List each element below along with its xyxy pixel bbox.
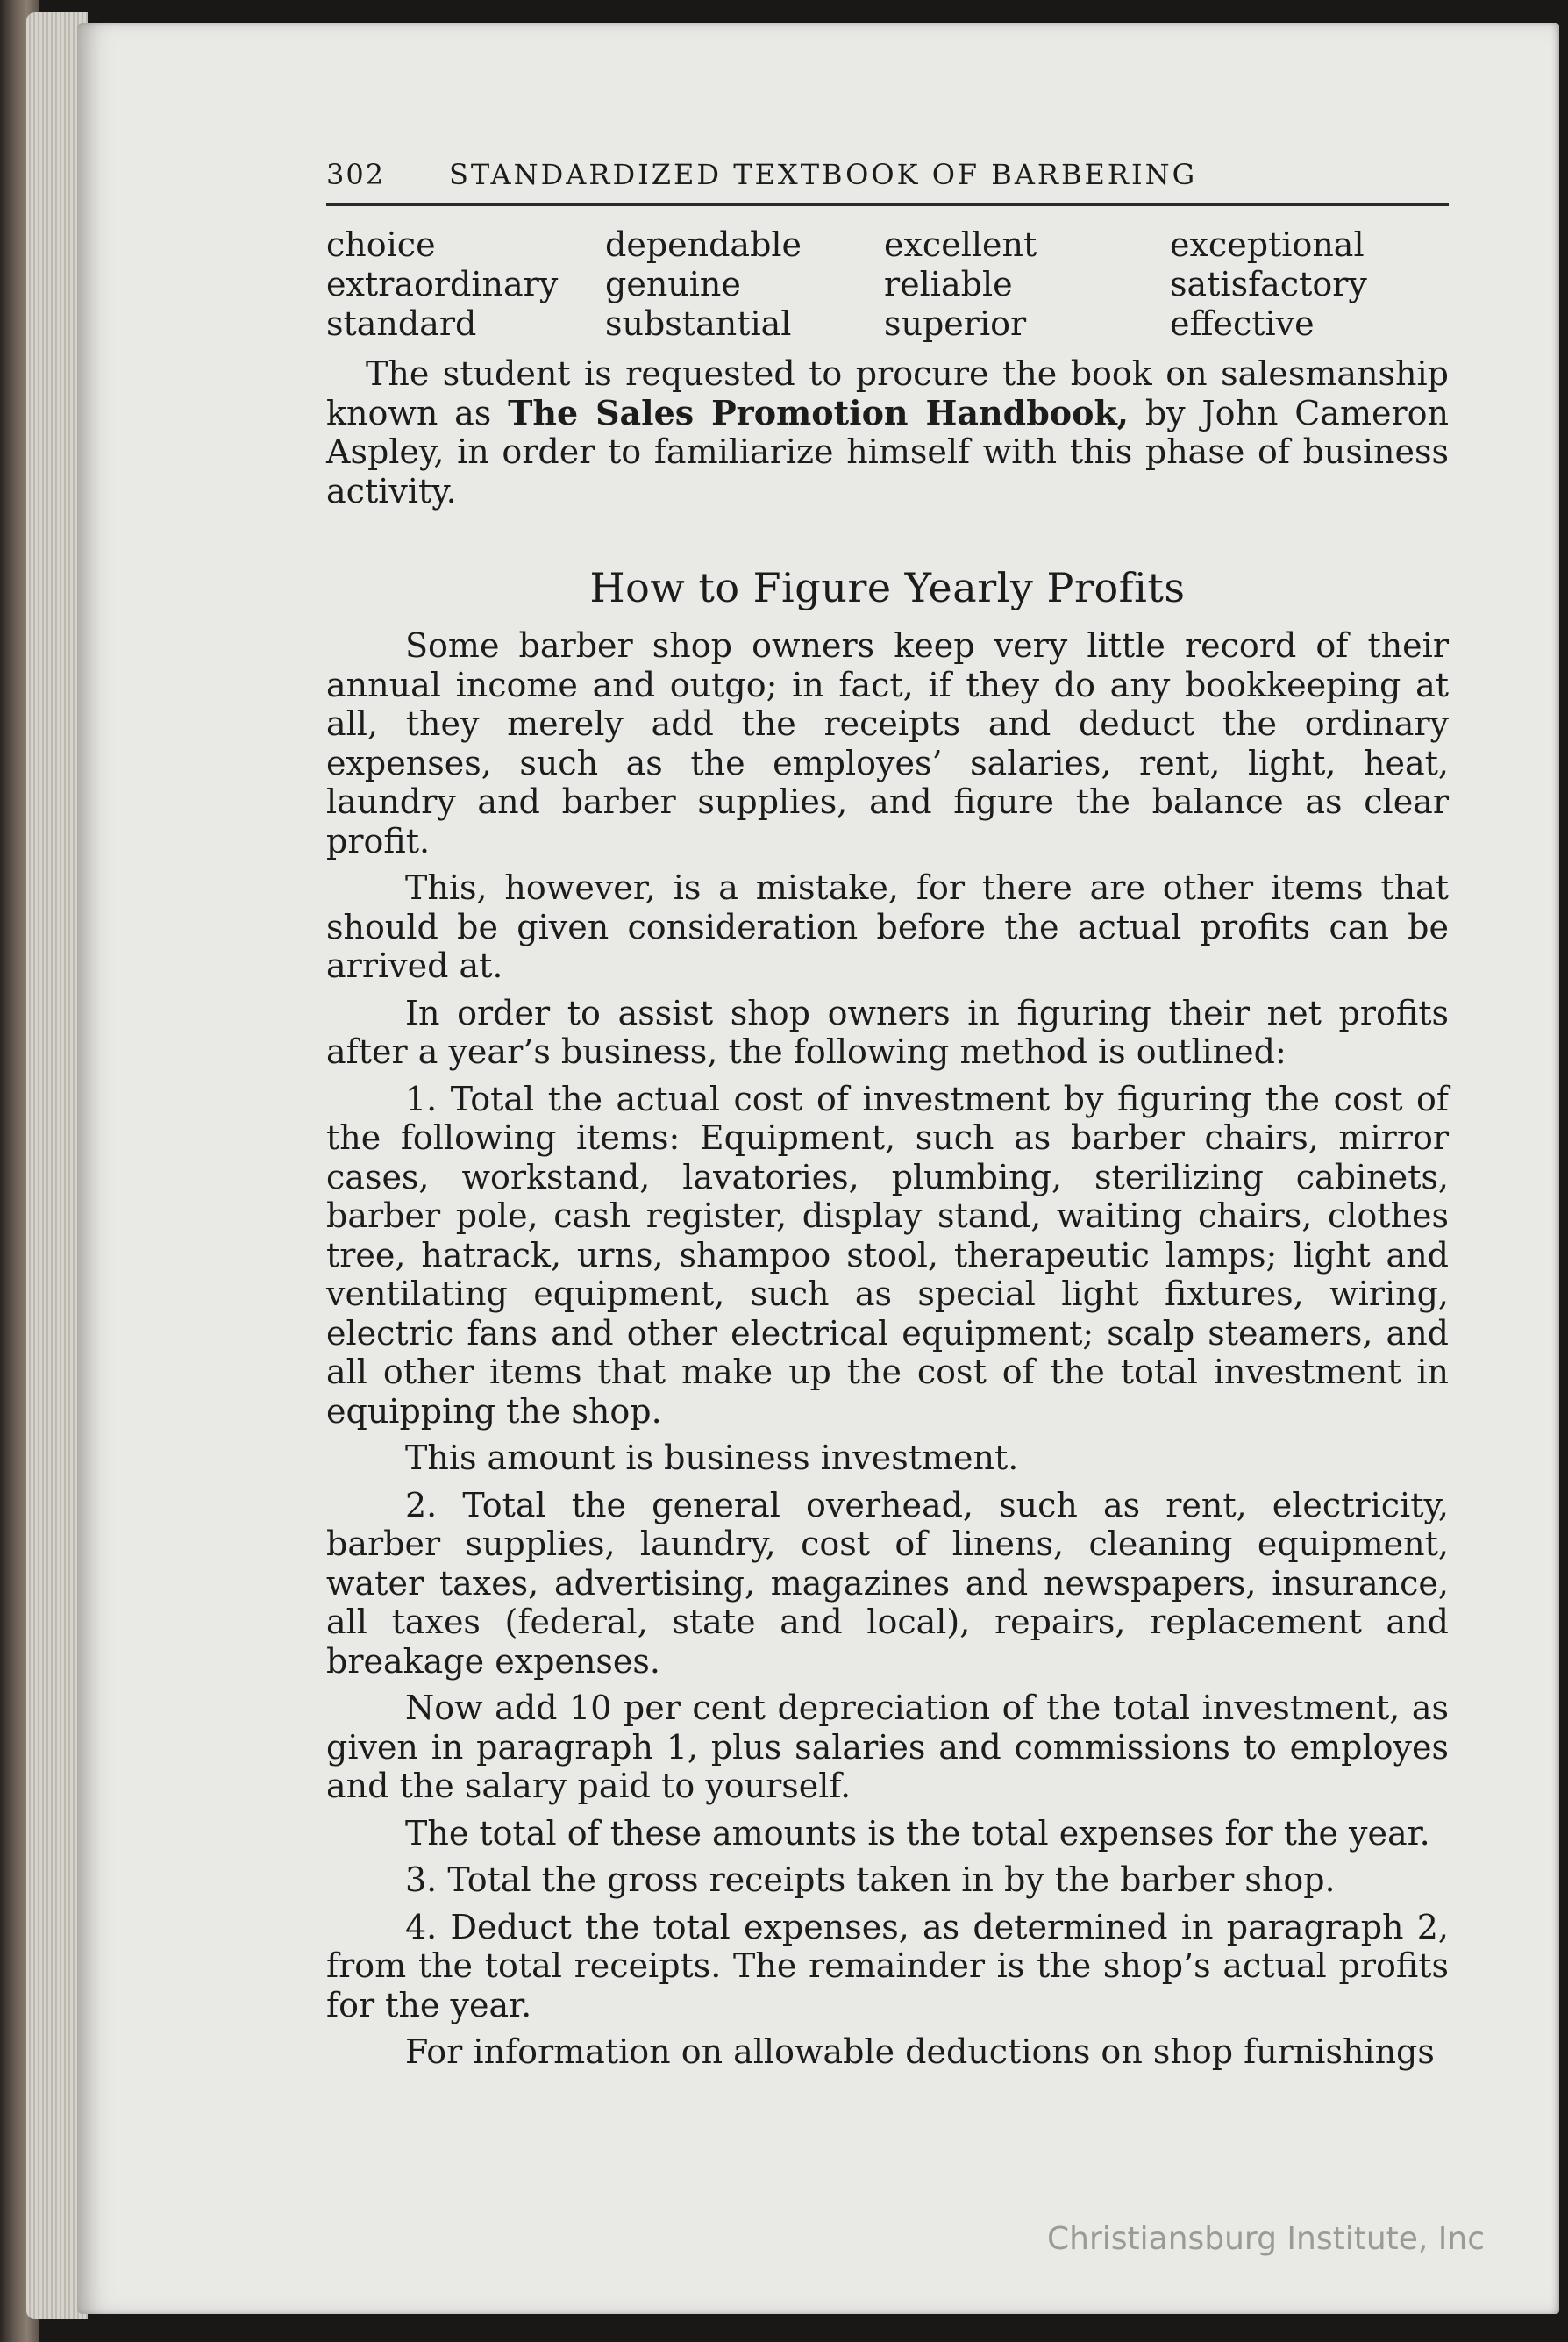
page-number: 302 — [326, 158, 386, 191]
body-paragraph: 3. Total the gross receipts taken in by the barber shop. — [405, 1860, 1336, 1899]
running-head — [326, 158, 1449, 206]
body-paragraph: For information on allowable deductions on shop furnishings — [405, 2032, 1435, 2071]
word-list-item: standard — [326, 304, 477, 343]
body-paragraph: Now add 10 per cent depreciation of the total investment, as given in paragraph 1, plus salaries and commissions to employes and the salary paid to yourself. — [326, 1689, 1449, 1805]
word-list — [326, 225, 1449, 344]
word-list-item: exceptional — [1170, 225, 1365, 264]
word-list-item: dependable — [605, 225, 802, 264]
intro-text-after: by John Cameron Aspley, in order to familiarize himself with this phase of business activity. — [326, 393, 1449, 511]
body-paragraph: 2. Total the general overhead, such as rent, electricity, barber supplies, laundry, cost of linens, cleaning equipment, water taxes, advertising, magazines and newspapers, insurance, all taxes (federal, state and local), repairs, replacement and breakage expenses. — [326, 1485, 1449, 1681]
word-list-item: excellent — [884, 225, 1037, 264]
body-paragraph: This amount is business investment. — [405, 1439, 1019, 1477]
body-paragraph: The total of these amounts is the total expenses for the year. — [405, 1813, 1430, 1853]
word-list-item: choice — [326, 225, 436, 264]
body-paragraph: 4. Deduct the total expenses, as determined in paragraph 2, from the total receipts. The remainder is the shop’s actual profits for the year. — [326, 1907, 1449, 2024]
intro-text-before: The student is requested to procure the book on salesmanship known as — [326, 354, 1449, 432]
word-list-item: superior — [884, 304, 1027, 343]
body-paragraph: This, however, is a mistake, for there are other items that should be given consideration before the actual profits can be arrived at. — [326, 868, 1449, 985]
intro-paragraph — [326, 354, 1449, 511]
word-list-item: satisfactory — [1170, 265, 1367, 303]
body-paragraph: In order to assist shop owners in figuring their net profits after a year’s business, the following method is outlined: — [326, 993, 1449, 1071]
running-title: STANDARDIZED TEXTBOOK OF BARBERING — [449, 158, 1198, 191]
body-paragraph: 1. Total the actual cost of investment by figuring the cost of the following items: Equipment, such as barber chairs, mirror cases, workstand, lavatories, plumbing, sterilizing cabinets, barber pole, cash register, display stand, waiting chairs, clothes tree, hatrack, urns, shampoo stool, therapeutic lamps; light and ventilating equipment, such as special light fixtures, wiring, electric fans and other electrical equipment; scalp steamers, and all other items that make up the cost of the total investment in equipping the shop. — [326, 1079, 1449, 1431]
word-list-item: extraordinary — [326, 265, 559, 303]
body-paragraph: Some barber shop owners keep very little record of their annual income and outgo; in fact, if they do any bookkeeping at all, they merely add the receipts and deduct the ordinary expenses, such as the employes’ salaries, rent, light, heat, laundry and barber supplies, and figure the balance as clear profit. — [326, 626, 1449, 860]
book-title: The Sales Promotion Handbook, — [508, 392, 1130, 432]
word-list-item: substantial — [605, 304, 792, 343]
watermark: Christiansburg Institute, Inc — [1047, 2221, 1486, 2257]
section-heading: How to Figure Yearly Profits — [589, 564, 1186, 611]
word-list-item: reliable — [884, 265, 1013, 303]
page-content — [326, 158, 1449, 2072]
word-list-item: genuine — [605, 265, 741, 303]
word-list-item: effective — [1170, 304, 1315, 343]
